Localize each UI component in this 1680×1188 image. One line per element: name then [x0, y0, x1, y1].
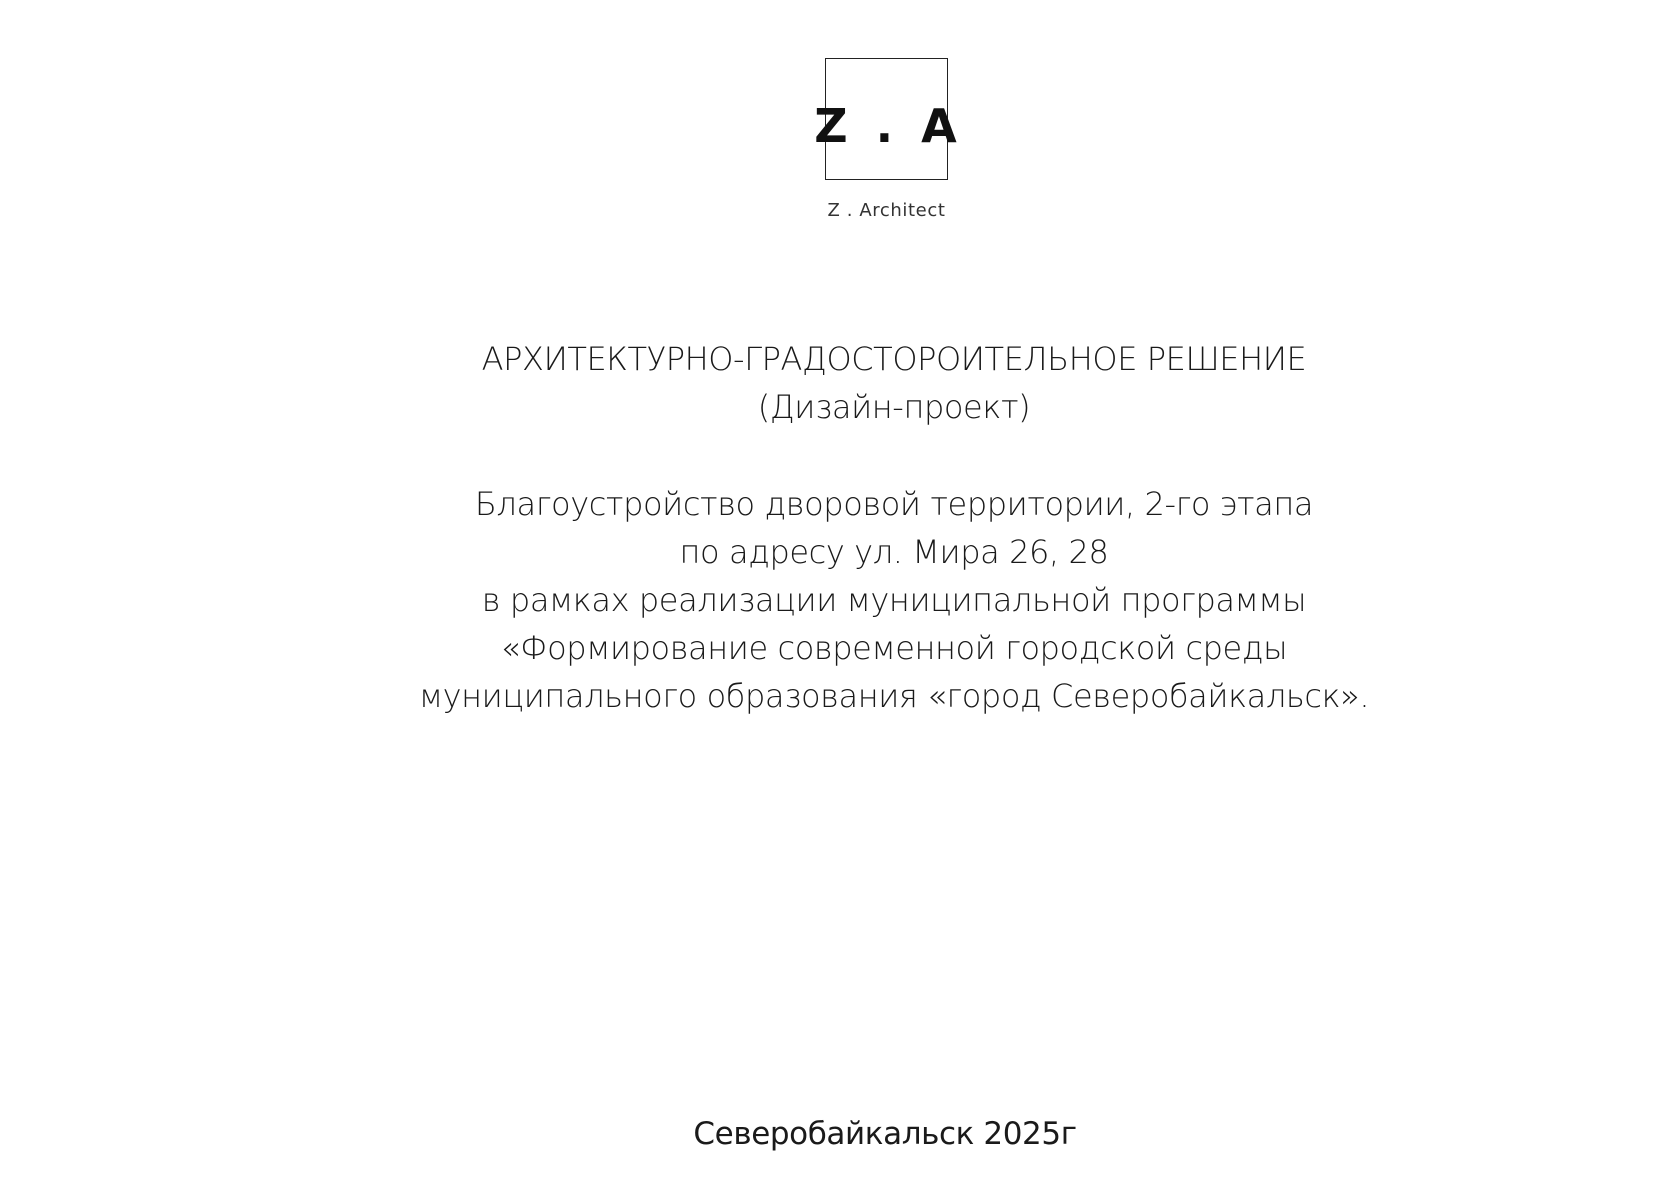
description-line: по адресу ул. Мира 26, 28	[679, 533, 1109, 571]
document-title: АРХИТЕКТУРНО-ГРАДОСТОРОИТЕЛЬНОЕ РЕШЕНИЕ	[481, 340, 1307, 378]
footer-place-year: Северобайкальск 2025г	[693, 1116, 1077, 1152]
logo-caption: Z . Architect	[827, 200, 946, 221]
description-line: Благоустройство дворовой территории, 2-го этапа	[474, 485, 1314, 523]
document-subtitle: (Дизайн-проект)	[757, 388, 1031, 426]
logo-box	[814, 58, 963, 180]
description-line: в рамках реализации муниципальной программы	[481, 581, 1307, 619]
logo-mark: Z . A	[814, 99, 963, 153]
description-line: «Формирование современной городской среды	[500, 629, 1288, 667]
description-line: муниципального образования «город Северобайкальск».	[418, 677, 1370, 715]
description-block	[0, 480, 1680, 720]
title-block	[0, 335, 1680, 431]
